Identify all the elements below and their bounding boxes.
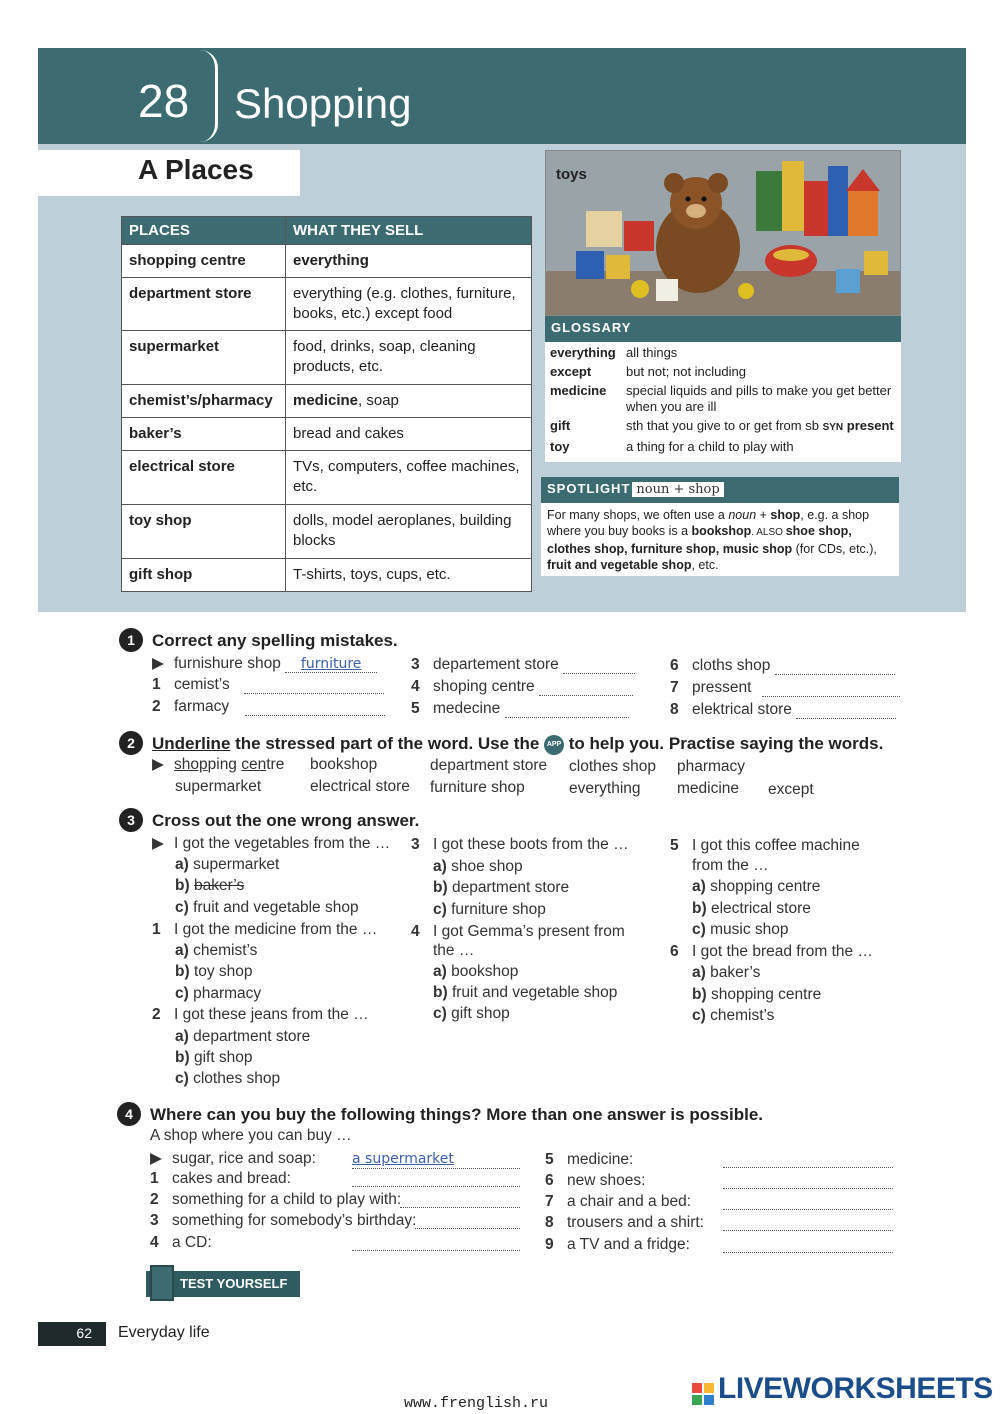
answer-field[interactable]: [723, 1238, 893, 1253]
option-letter: b): [692, 986, 707, 1003]
item-number: 7: [545, 1193, 554, 1210]
list-item: [152, 698, 385, 716]
option-letter: a): [692, 964, 706, 981]
list-item: [152, 676, 384, 694]
question-text: I got these boots from the …: [433, 836, 629, 853]
option[interactable]: [692, 921, 789, 939]
sells-cell: dolls, model aeroplanes, building blocks: [286, 505, 532, 559]
option-text: department store: [193, 1028, 311, 1045]
option-text: department store: [451, 879, 570, 896]
option-letter: b): [692, 900, 707, 917]
list-item: [411, 678, 633, 696]
question: [152, 834, 390, 853]
sells-cell: everything (e.g. clothes, furniture, books, etc.) except food: [286, 278, 532, 331]
item-number: 4: [150, 1234, 159, 1251]
item-number: 1: [152, 676, 161, 693]
option[interactable]: [692, 986, 821, 1004]
option[interactable]: [175, 1028, 310, 1046]
answer-field[interactable]: [352, 1172, 520, 1187]
answer-field[interactable]: [400, 1193, 520, 1208]
glossary-term: toy: [550, 439, 570, 454]
table-row: [122, 418, 532, 451]
photo-label: toys: [556, 166, 587, 183]
glossary-term: except: [550, 364, 592, 379]
answer-field[interactable]: [723, 1195, 893, 1210]
option-text: chemist’s: [193, 942, 258, 959]
list-item: [545, 1151, 633, 1169]
spotlight-text: For many shops, we often use a: [547, 508, 729, 522]
glossary-def: special liquids and pills to make you get better when you are ill: [626, 383, 892, 414]
glossary-entry: [550, 418, 896, 436]
list-item: [670, 701, 896, 719]
option-text: bookshop: [451, 963, 519, 980]
exercise-title: Where can you buy the following things? More than one answer is possible.: [150, 1105, 764, 1124]
word-item[interactable]: department store: [430, 757, 548, 774]
option-letter: b): [175, 877, 190, 894]
option-letter: a): [433, 963, 447, 980]
sells-cell: TVs, computers, coffee machines, etc.: [286, 451, 532, 505]
place-cell: department store: [122, 278, 286, 331]
option[interactable]: [692, 1007, 774, 1025]
glossary-entry: [550, 439, 896, 455]
item-word: farmacy: [174, 698, 230, 715]
question-text: something for somebody’s birthday:: [172, 1212, 417, 1229]
word-item[interactable]: medicine: [677, 780, 740, 797]
list-item: [150, 1234, 212, 1252]
spotlight-noun: noun: [728, 508, 757, 522]
option-letter: a): [175, 856, 189, 873]
option-letter: c): [175, 1070, 189, 1087]
item-word: cloths shop: [692, 657, 771, 674]
option-text: fruit and vegetable shop: [451, 984, 618, 1001]
exercise-title: Cross out the one wrong answer.: [152, 811, 420, 830]
list-item: [411, 656, 635, 674]
test-yourself-button[interactable]: TEST YOURSELF: [146, 1271, 300, 1297]
list-item: [545, 1193, 691, 1211]
option[interactable]: [175, 1049, 253, 1067]
option-text: baker’s: [710, 964, 761, 981]
option-text: fruit and vegetable shop: [193, 899, 359, 916]
answer-text: furniture: [300, 656, 362, 672]
glossary-def: a thing for a child to play with: [626, 439, 794, 454]
question-text: a TV and a fridge:: [567, 1236, 690, 1253]
question: [411, 836, 629, 854]
word-item[interactable]: except: [768, 781, 814, 798]
glossary-def: but not; not including: [626, 364, 746, 379]
list-item: [545, 1172, 645, 1190]
question: [152, 921, 377, 939]
list-item: [670, 657, 895, 675]
header-divider: [200, 50, 218, 142]
option-letter: c): [433, 901, 447, 918]
answer-field[interactable]: [762, 682, 900, 697]
item-number: 3: [411, 656, 420, 673]
question-number: 2: [152, 1006, 161, 1023]
item-word: departement store: [433, 656, 559, 673]
option[interactable]: [692, 878, 820, 896]
question-continued: the …: [433, 942, 475, 959]
option-text: chemist’s: [710, 1007, 775, 1024]
option[interactable]: [692, 900, 811, 918]
item-word: shoping centre: [433, 678, 535, 695]
places-table: [121, 216, 532, 592]
option-letter: a): [175, 942, 189, 959]
question: [411, 923, 625, 941]
question-text: a CD:: [172, 1234, 212, 1251]
app-icon: APP: [544, 735, 564, 755]
answer-field[interactable]: [723, 1216, 893, 1231]
spotlight-also: . ALSO: [751, 527, 786, 538]
arrow-icon: ▶: [152, 655, 164, 672]
option-text: supermarket: [193, 856, 280, 873]
item-number: 9: [545, 1236, 554, 1253]
word-item[interactable]: bookshop: [310, 756, 378, 773]
item-number: 2: [150, 1191, 159, 1208]
list-item: [670, 679, 900, 697]
word-item[interactable]: clothes shop: [569, 758, 657, 775]
stressed-syllable: cen: [241, 756, 267, 773]
page-section: Everyday life: [118, 1324, 210, 1341]
spotlight-body: [541, 503, 899, 576]
glossary-def: [626, 418, 896, 436]
title-text: to help you. Practise saying the words.: [564, 734, 884, 753]
word-item[interactable]: everything: [569, 780, 641, 797]
item-number: 7: [670, 679, 679, 696]
sells-cell: food, drinks, soap, cleaning products, etc.: [286, 331, 532, 385]
example-item: [150, 1149, 316, 1168]
question-continued: from the …: [692, 857, 769, 874]
option[interactable]: [175, 856, 279, 874]
answer-field[interactable]: [539, 681, 633, 696]
answer-field[interactable]: [505, 703, 629, 718]
unit-number: 28: [138, 75, 190, 127]
question: [670, 943, 873, 961]
option[interactable]: [433, 858, 523, 876]
question-text: something for a child to play with:: [172, 1191, 402, 1208]
section-heading: A Places: [138, 154, 254, 185]
list-item: [150, 1191, 401, 1209]
option[interactable]: [433, 963, 518, 981]
question: [670, 837, 860, 855]
word-item[interactable]: furniture shop: [430, 779, 525, 796]
spotlight-shop: shop: [770, 508, 801, 522]
option-text: gift shop: [451, 1005, 510, 1022]
syn-word: present: [846, 418, 894, 433]
sells-cell: [286, 385, 532, 418]
question-text: trousers and a shirt:: [567, 1214, 704, 1231]
exercise-title: [152, 734, 883, 755]
list-item: [545, 1214, 704, 1232]
option-letter: a): [433, 858, 447, 875]
list-item: [545, 1236, 690, 1254]
answer-field[interactable]: [723, 1153, 893, 1168]
page-number: 62: [38, 1322, 106, 1346]
place-cell: electrical store: [122, 451, 286, 505]
item-number: 6: [545, 1172, 554, 1189]
title-text: the stressed part of the word. Use the: [230, 734, 545, 753]
spotlight-text: , e.g. a shop where you buy books is a: [547, 508, 870, 538]
arrow-icon: ▶: [152, 835, 164, 852]
option[interactable]: [175, 877, 244, 895]
option[interactable]: [175, 1070, 280, 1088]
place-cell: baker’s: [122, 418, 286, 451]
question-text: I got this coffee machine: [692, 837, 860, 854]
answer-field[interactable]: [352, 1150, 520, 1169]
question-text: I got the vegetables from the …: [174, 835, 391, 852]
column-header-places: PLACES: [122, 217, 286, 245]
liveworksheets-icon: [692, 1379, 714, 1401]
answer-field[interactable]: [723, 1174, 893, 1189]
option-text: gift shop: [193, 1049, 253, 1066]
glossary-entry: [550, 383, 896, 415]
list-item: [411, 700, 629, 718]
answer-text: a supermarket: [352, 1151, 454, 1167]
option-letter: c): [175, 985, 189, 1002]
option-text: toy shop: [193, 963, 253, 980]
option-text: electrical store: [710, 900, 811, 917]
list-item: [150, 1170, 291, 1188]
exercise-title: Correct any spelling mistakes.: [152, 631, 398, 650]
syllable: ping: [207, 756, 242, 773]
item-number: 6: [670, 657, 679, 674]
place-cell: supermarket: [122, 331, 286, 385]
table-row: [122, 331, 532, 385]
place-cell: gift shop: [122, 559, 286, 592]
answer-field[interactable]: [563, 659, 635, 674]
stressed-syllable: shop: [174, 756, 208, 773]
question-text: new shoes:: [567, 1172, 646, 1189]
answer-field[interactable]: [415, 1214, 520, 1229]
liveworksheets-logo[interactable]: [692, 1372, 993, 1406]
option-text: pharmacy: [193, 985, 262, 1002]
list-item: [150, 1212, 416, 1230]
glossary-def: all things: [626, 345, 678, 360]
word-item[interactable]: supermarket: [175, 778, 262, 795]
answer-field[interactable]: [245, 701, 385, 716]
question-number: 5: [670, 837, 679, 854]
example-item: [152, 755, 284, 774]
example-item: [152, 654, 377, 673]
syn-label: SYN: [822, 422, 844, 433]
option[interactable]: [175, 942, 257, 960]
option-text: music shop: [710, 921, 789, 938]
question-text: cakes and bread:: [172, 1170, 291, 1187]
spotlight-list: shoe shop, clothes shop, furniture shop, music shop: [547, 524, 852, 556]
option[interactable]: [433, 1005, 510, 1023]
option-text-crossed: baker’s: [193, 877, 245, 894]
option[interactable]: [692, 964, 760, 982]
exercise-number: 2: [119, 731, 143, 755]
glossary-term: gift: [550, 418, 571, 433]
question-text: I got these jeans from the …: [174, 1006, 369, 1023]
column-header-sells: WHAT THEY SELL: [286, 217, 532, 245]
title-underline: Underline: [152, 734, 231, 753]
option-text: shopping centre: [710, 986, 822, 1003]
word-item[interactable]: pharmacy: [677, 758, 746, 775]
arrow-icon: ▶: [152, 756, 164, 773]
question-text: I got the medicine from the …: [174, 921, 378, 938]
item-number: 8: [545, 1214, 554, 1231]
answer-field[interactable]: [285, 656, 377, 673]
table-row: [122, 505, 532, 559]
glossary-title: GLOSSARY: [545, 316, 901, 342]
notebook-icon: [150, 1265, 174, 1301]
glossary: [545, 342, 901, 462]
sells-rest: , soap: [358, 392, 399, 409]
glossary-def-text: sth that you give to or get from sb: [626, 418, 819, 433]
spotlight-formula: noun + shop: [632, 482, 723, 497]
item-number: 3: [150, 1212, 159, 1229]
option-letter: b): [175, 963, 190, 980]
sells-bold-word: medicine: [293, 392, 359, 409]
question: [152, 1006, 369, 1024]
question-text: I got the bread from the …: [692, 943, 873, 960]
syllable: tre: [266, 756, 285, 773]
item-word: pressent: [692, 679, 752, 696]
option[interactable]: [433, 901, 546, 919]
option-letter: c): [692, 921, 706, 938]
table-row: [122, 451, 532, 505]
glossary-entry: [550, 345, 896, 361]
unit-title: Shopping: [234, 80, 412, 127]
item-word: furnishure shop: [174, 655, 281, 672]
option[interactable]: [175, 899, 359, 917]
option-text: shoe shop: [451, 858, 523, 875]
item-number: 5: [411, 700, 420, 717]
table-row: [122, 278, 532, 331]
option-letter: c): [433, 1005, 447, 1022]
answer-field[interactable]: [244, 679, 384, 694]
item-word: elektrical store: [692, 701, 792, 718]
exercise-intro: A shop where you can buy …: [150, 1127, 352, 1144]
spotlight-text: (for CDs, etc.),: [792, 542, 877, 556]
sells-cell: everything: [286, 245, 532, 278]
table-row: [122, 245, 532, 278]
exercise-number: 1: [119, 628, 143, 652]
option-letter: b): [433, 879, 448, 896]
item-number: 5: [545, 1151, 554, 1168]
sells-cell: bread and cakes: [286, 418, 532, 451]
spotlight-plus: +: [756, 508, 771, 522]
item-word: medecine: [433, 700, 501, 717]
option-letter: c): [175, 899, 189, 916]
place-cell: chemist’s/pharmacy: [122, 385, 286, 418]
question-text: I got Gemma’s present from: [433, 923, 625, 940]
exercise-number: 4: [117, 1102, 141, 1126]
toys-photo: [545, 150, 901, 316]
question-text: sugar, rice and soap:: [172, 1150, 316, 1167]
answer-field[interactable]: [796, 704, 896, 719]
item-number: 2: [152, 698, 161, 715]
option-letter: b): [433, 984, 448, 1001]
sells-cell: T-shirts, toys, cups, etc.: [286, 559, 532, 592]
question-number: 3: [411, 836, 420, 853]
table-row: [122, 559, 532, 592]
item-number: 1: [150, 1170, 159, 1187]
place-cell: toy shop: [122, 505, 286, 559]
footer-url[interactable]: www.frenglish.ru: [404, 1395, 549, 1412]
answer-field[interactable]: [352, 1236, 520, 1251]
toys-illustration: [546, 151, 901, 316]
option[interactable]: [433, 879, 569, 897]
option-letter: b): [175, 1049, 190, 1066]
question-text: medicine:: [567, 1151, 634, 1168]
spotlight-label: SPOTLIGHT: [547, 481, 631, 496]
option[interactable]: [175, 985, 261, 1003]
item-number: 8: [670, 701, 679, 718]
spotlight-title: [541, 477, 899, 503]
item-number: 4: [411, 678, 420, 695]
option-letter: a): [692, 878, 706, 895]
table-row: [122, 385, 532, 418]
spotlight-bookshop: bookshop: [691, 524, 752, 538]
item-word: cemist’s: [174, 676, 230, 693]
glossary-term: medicine: [550, 383, 607, 398]
place-cell: shopping centre: [122, 245, 286, 278]
question-number: 4: [411, 923, 420, 940]
spotlight-fv: fruit and vegetable shop: [547, 558, 692, 572]
question-number: 6: [670, 943, 679, 960]
option-letter: a): [175, 1028, 189, 1045]
logo-text: LIVEWORKSHEETS: [718, 1372, 993, 1405]
word-item[interactable]: electrical store: [310, 778, 410, 795]
option[interactable]: [433, 984, 617, 1002]
option[interactable]: [175, 963, 253, 981]
option-text: furniture shop: [451, 901, 546, 918]
glossary-term: everything: [550, 345, 616, 360]
option-letter: c): [692, 1007, 706, 1024]
question-number: 1: [152, 921, 161, 938]
arrow-icon: ▶: [150, 1150, 162, 1167]
question-text: a chair and a bed:: [567, 1193, 692, 1210]
spotlight-etc: , etc.: [691, 558, 719, 572]
glossary-entry: [550, 364, 896, 380]
answer-field[interactable]: [775, 660, 895, 675]
exercise-number: 3: [119, 808, 143, 832]
option-text: shopping centre: [710, 878, 821, 895]
option-text: clothes shop: [193, 1070, 281, 1087]
